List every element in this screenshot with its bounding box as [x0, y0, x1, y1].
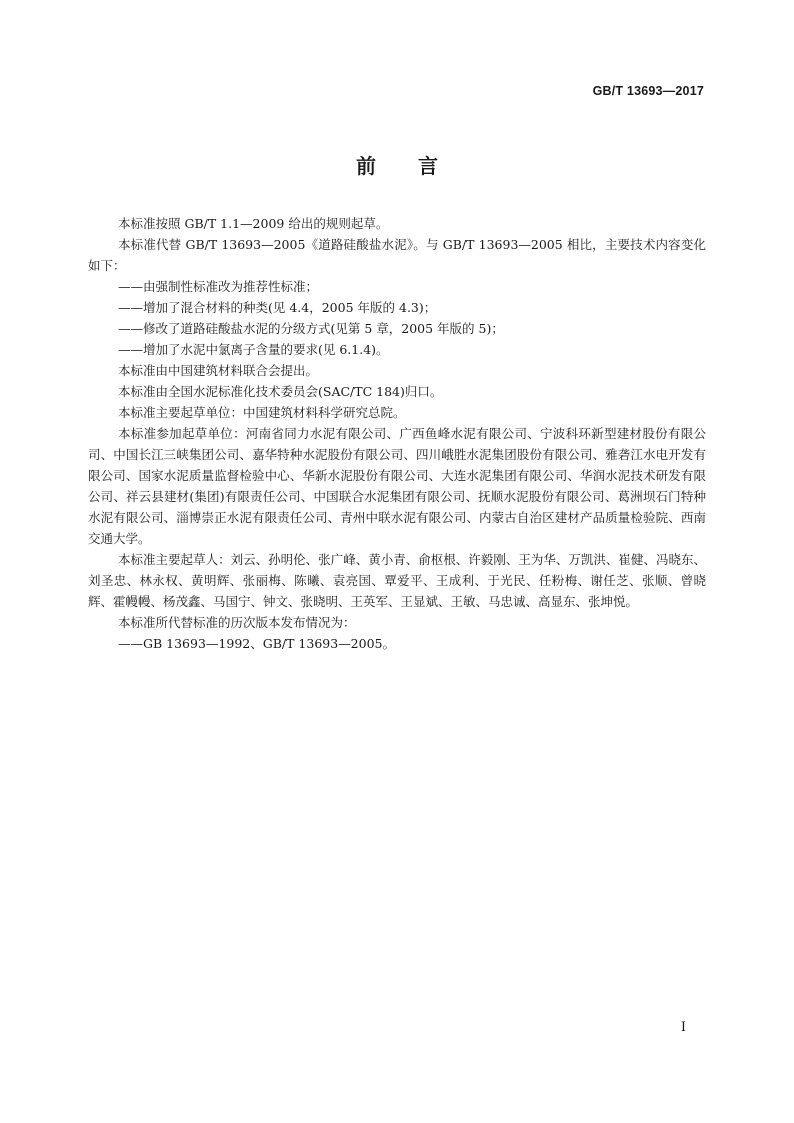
- paragraph: 本标准主要起草人：刘云、孙明伦、张广峰、黄小青、俞枢根、许毅刚、王为华、万凯洪、崔健、冯晓东、刘圣忠、林永权、黄明辉、张丽梅、陈曦、袁亮国、覃爱平、王成利、于光民、任粉梅、谢任芝、张顺、曾晓辉、霍幔幔、杨茂鑫、马国宁、钟文、张晓明、王英军、王显斌、王敏、马忠诚、高显东、张坤悦。: [88, 552, 706, 609]
- page-title: [0, 150, 794, 179]
- title-char-1: 前: [356, 154, 376, 178]
- title-char-2: 言: [418, 154, 438, 178]
- paragraph: 本标准参加起草单位：河南省同力水泥有限公司、广西鱼峰水泥有限公司、宁波科环新型建材股份有限公司、中国长江三峡集团公司、嘉华特种水泥股份有限公司、四川峨胜水泥集团股份有限公司、雅砻江水电开发有限公司、国家水泥质量监督检验中心、华新水泥股份有限公司、大连水泥集团有限公司、华润水泥技术研发有限公司、祥云县建材(集团)有限责任公司、中国联合水泥集团有限公司、抚顺水泥股份有限公司、葛洲坝石门特种水泥有限公司、淄博崇正水泥有限责任公司、青州中联水泥有限公司、内蒙古自治区建材产品质量检验院、西南交通大学。: [88, 426, 706, 546]
- list-item: ——增加了混合材料的种类(见 4.4，2005 年版的 4.3)；: [118, 300, 437, 315]
- standard-code: GB/T 13693—2017: [592, 84, 704, 98]
- paragraph: 本标准所代替标准的历次版本发布情况为：: [118, 615, 356, 630]
- list-item: ——由强制性标准改为推荐性标准；: [118, 279, 319, 294]
- paragraph: 本标准主要起草单位：中国建筑材料科学研究总院。: [118, 405, 406, 420]
- paragraph: 本标准由中国建筑材料联合会提出。: [118, 363, 319, 378]
- list-item: ——GB 13693—1992、GB/T 13693—2005。: [118, 636, 395, 651]
- paragraph: 本标准按照 GB/T 1.1—2009 给出的规则起草。: [118, 216, 389, 231]
- page-number: I: [680, 1020, 686, 1035]
- paragraph: 本标准代替 GB/T 13693—2005《道路硅酸盐水泥》。与 GB/T 13693—2005 相比，主要技术内容变化如下：: [88, 237, 706, 273]
- list-item: ——修改了道路硅酸盐水泥的分级方式(见第 5 章，2005 年版的 5)；: [118, 321, 504, 336]
- paragraph: 本标准由全国水泥标准化技术委员会(SAC/TC 184)归口。: [118, 384, 443, 399]
- foreword-body: [88, 213, 706, 654]
- list-item: ——增加了水泥中氯离子含量的要求(见 6.1.4)。: [118, 342, 389, 357]
